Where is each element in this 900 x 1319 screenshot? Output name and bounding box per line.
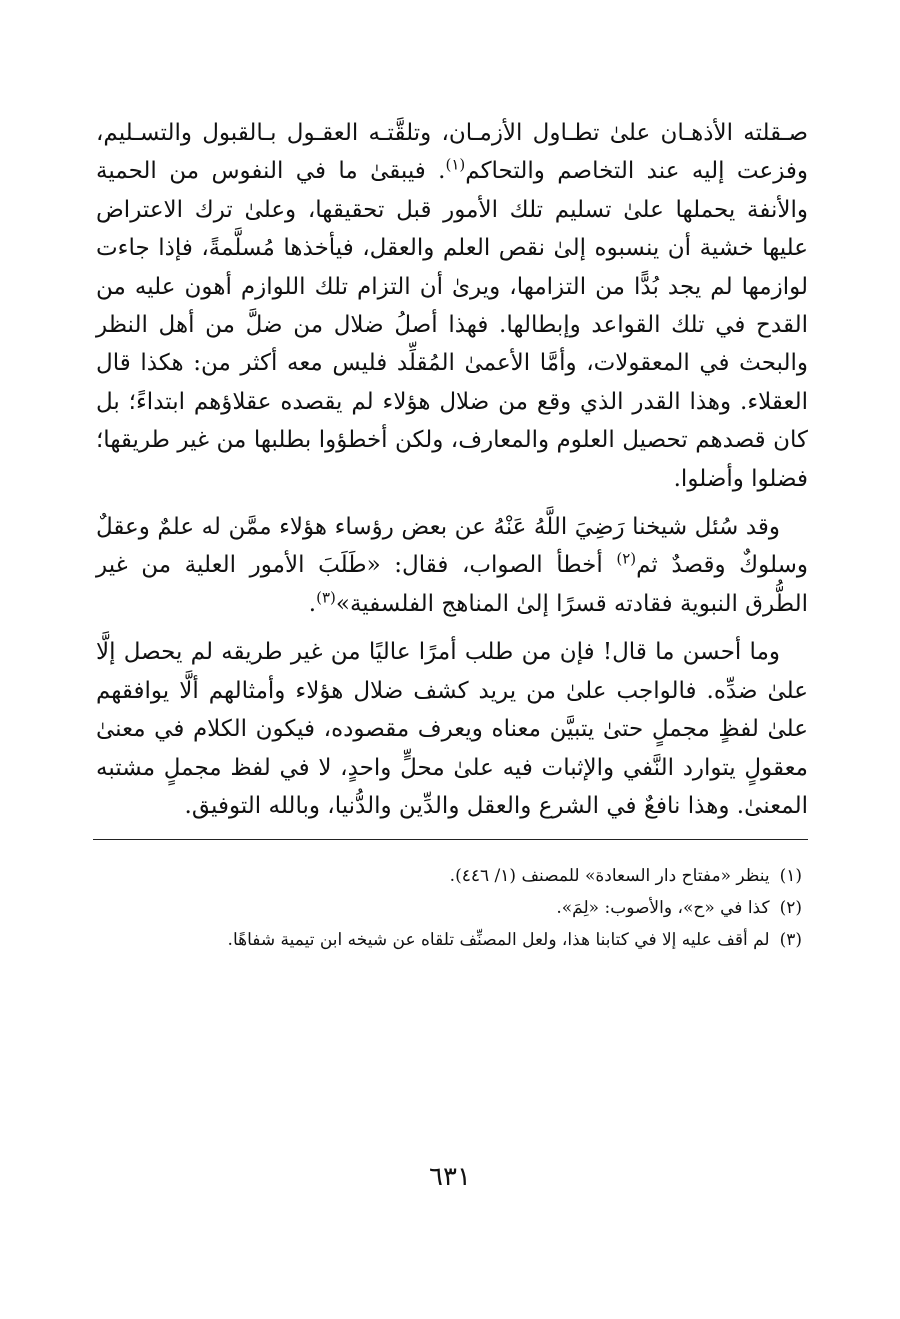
footnote-divider [93, 839, 808, 840]
paragraph-2-text-a: وقد سُئل شيخنا رَضِيَ اللَّهُ عَنْهُ عن بعض رؤساء هؤلاء ممَّن له علمٌ وعقلٌ وسلوكٌ وقصدٌ ثم [96, 514, 808, 579]
paragraph-2-text-b: أخطأ الصواب، فقال: «طَلَبَ الأمور العلية من غير الطُّرق النبوية فقادته قسرًا إلىٰ المناهج الفلسفية» [96, 552, 808, 617]
footnote-2 [96, 892, 808, 924]
paragraph-2-text-c: . [308, 590, 317, 617]
footnote-ref-3: (٣) [316, 588, 336, 607]
footnotes [96, 860, 808, 956]
main-text [96, 114, 808, 825]
footnote-number: (٣) [779, 930, 802, 951]
page-number: ٦٣١ [429, 1162, 471, 1192]
footnote-text: لم أقف عليه إلا في كتابنا هذا، ولعل المصنِّف تلقاه عن شيخه ابن تيمية شفاهًا. [227, 930, 770, 951]
paragraph-3 [96, 633, 808, 825]
footnote-3 [96, 924, 808, 956]
footnote-number: (٢) [779, 898, 802, 919]
footnote-ref-2: (٢) [616, 549, 637, 568]
footnote-text: ينظر «مفتاح دار السعادة» للمصنف (١/ ٤٤٦). [449, 866, 770, 887]
footnote-1 [96, 860, 808, 892]
paragraph-1 [96, 114, 808, 498]
paragraph-1-text-b: وفزعت إليه عند التخاصم والتحاكم [465, 158, 808, 185]
footnote-ref-1: (١) [445, 155, 466, 174]
footnote-text: كذا في «ح»، والأصوب: «لِمَ». [556, 898, 770, 919]
paragraph-2 [96, 508, 808, 623]
footnote-number: (١) [779, 866, 802, 887]
paragraph-1-text-a: صـقلته الأذهـان علىٰ تطـاول الأزمـان، وتلقَّتـه العقـول بـالقبول والتسـليم، [96, 120, 808, 146]
paragraph-1-text-c: . فيبقىٰ ما في النفوس من الحمية والأنفة يحملها علىٰ تسليم تلك الأمور قبل تحقيقها، وعلىٰ ترك الاعتراض عليها خشية أن ينسبوه إلىٰ نقص العلم والعقل، فيأخذها مُسلَّمةً، فإذا جاءت لوازمها لم يجد بُدًّا من التزامها، ويرىٰ أن التزام تلك اللوازم أهون عليه من القدح في تلك القواعد وإبطالها. فهذا أصلُ ضلال من ضلَّ من أهل النظر والبحث في المعقولات، وأمَّا الأعمىٰ المُقلِّد فليس معه أكثر من: هكذا قال العقلاء. وهذا القدر الذي وقع من ضلال هؤلاء لم يقصده عقلاؤهم ابتداءً؛ بل كان قصدهم تحصيل العلوم والمعارف، ولكن أخطؤوا بطلبها من غير طريقها؛ فضلوا وأضلوا. [96, 158, 808, 492]
paragraph-3-text: وما أحسن ما قال! فإن من طلب أمرًا عاليًا من غير طريقه لم يحصل إلَّا علىٰ ضدِّه. فالواجب علىٰ من يريد كشف ضلال هؤلاء وأمثالهم ألَّا يوافقهم علىٰ لفظٍ مجملٍ حتىٰ يتبيَّن معناه ويعرف مقصوده، فيكون الكلام في معنىٰ معقولٍ يتوارد النَّفي والإثبات فيه علىٰ محلٍّ واحدٍ، لا في لفظ مجملٍ مشتبه المعنىٰ. وهذا نافعٌ في الشرع والعقل والدِّين والدُّنيا، وبالله التوفيق. [96, 639, 808, 819]
